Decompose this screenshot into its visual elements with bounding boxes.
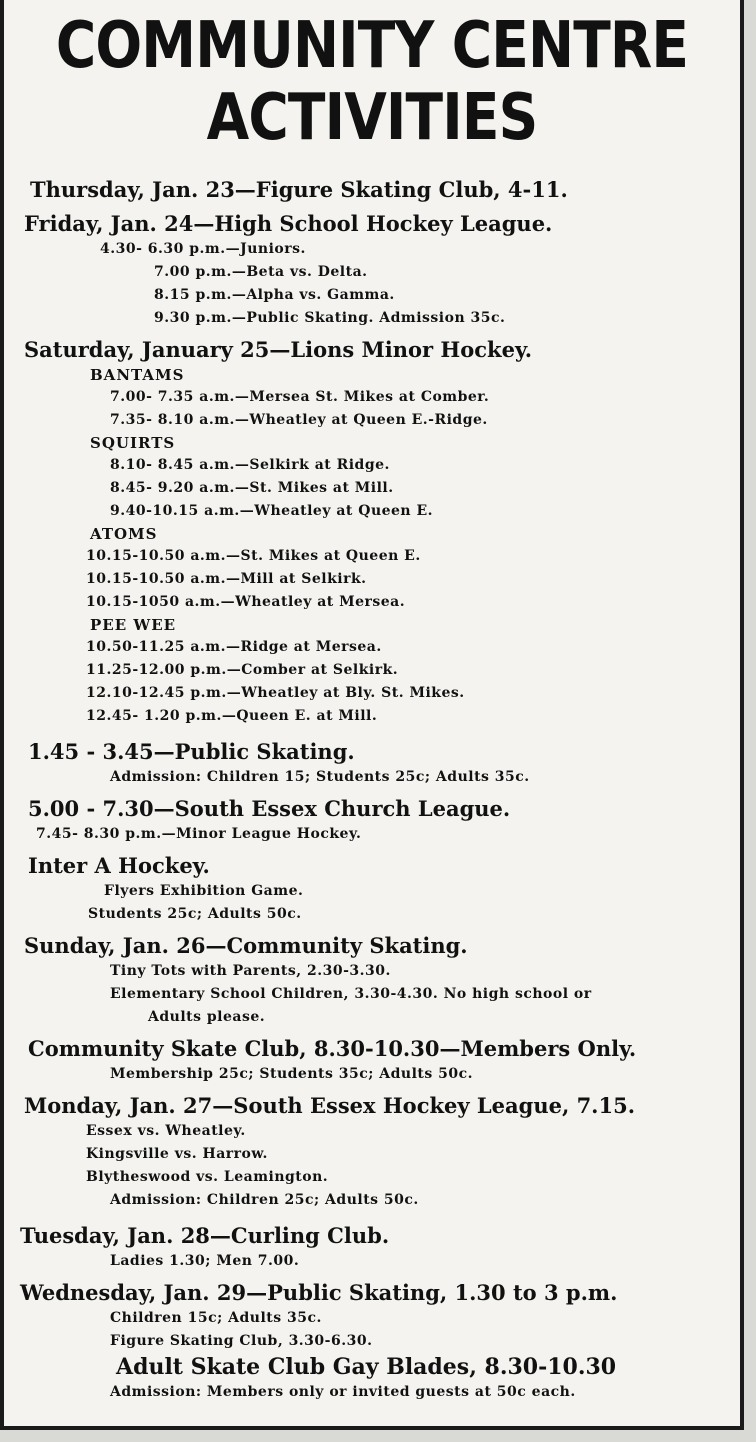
- monday-heading: Monday, Jan. 27—South Essex Hockey League, 7.15.: [24, 1093, 636, 1118]
- atoms-line: 10.15-10.50 a.m.—St. Mikes at Queen E.: [86, 548, 421, 564]
- wednesday-line: Children 15c; Adults 35c.: [110, 1310, 322, 1326]
- saturday-heading: Saturday, January 25—Lions Minor Hockey.: [24, 337, 533, 362]
- atoms-line: 10.15-10.50 a.m.—Mill at Selkirk.: [86, 571, 367, 587]
- monday-admission: Admission: Children 25c; Adults 50c.: [110, 1192, 419, 1208]
- peewee-line: 11.25-12.00 p.m.—Comber at Selkirk.: [86, 662, 399, 678]
- atoms-heading: ATOMS: [90, 525, 158, 543]
- sunday-line: Adults please.: [148, 1009, 266, 1025]
- page-title: [56, 10, 689, 154]
- skate-club-heading: Community Skate Club, 8.30-10.30—Members Only.: [28, 1036, 637, 1061]
- inter-a-section: [24, 852, 730, 926]
- public-skating-section: [24, 738, 730, 789]
- sunday-line: Tiny Tots with Parents, 2.30-3.30.: [110, 963, 391, 979]
- monday-line: Essex vs. Wheatley.: [86, 1123, 246, 1139]
- wednesday-heading: Wednesday, Jan. 29—Public Skating, 1.30 to 3 p.m.: [20, 1280, 618, 1305]
- church-league-heading: 5.00 - 7.30—South Essex Church League.: [28, 796, 511, 821]
- bantams-line: 7.35- 8.10 a.m.—Wheatley at Queen E.-Ridge.: [110, 412, 488, 428]
- thursday-heading: Thursday, Jan. 23—Figure Skating Club, 4-11.: [30, 177, 568, 202]
- sunday-section: [24, 932, 730, 1029]
- schedule-body: [4, 176, 740, 1404]
- monday-section: [24, 1092, 730, 1212]
- wednesday-section: [20, 1279, 730, 1404]
- squirts-line: 8.45- 9.20 a.m.—St. Mikes at Mill.: [110, 480, 394, 496]
- friday-line: 7.00 p.m.—Beta vs. Delta.: [154, 264, 368, 280]
- wednesday-admission: Admission: Members only or invited guests at 50c each.: [110, 1384, 576, 1400]
- tuesday-section: [20, 1222, 730, 1273]
- friday-line: 4.30- 6.30 p.m.—Juniors.: [100, 241, 306, 257]
- minor-league-line: 7.45- 8.30 p.m.—Minor League Hockey.: [36, 826, 362, 842]
- skate-club-section: [24, 1035, 730, 1086]
- public-skating-heading: 1.45 - 3.45—Public Skating.: [28, 739, 355, 764]
- atoms-line: 10.15-1050 a.m.—Wheatley at Mersea.: [86, 594, 406, 610]
- inter-a-line: Flyers Exhibition Game.: [104, 883, 304, 899]
- peewee-line: 12.45- 1.20 p.m.—Queen E. at Mill.: [86, 708, 378, 724]
- wednesday-line: Figure Skating Club, 3.30-6.30.: [110, 1333, 373, 1349]
- bantams-heading: BANTAMS: [90, 366, 185, 384]
- church-league-section: [24, 795, 730, 846]
- sunday-heading: Sunday, Jan. 26—Community Skating.: [24, 933, 468, 958]
- friday-line: 8.15 p.m.—Alpha vs. Gamma.: [154, 287, 395, 303]
- squirts-line: 9.40-10.15 a.m.—Wheatley at Queen E.: [110, 503, 434, 519]
- monday-line: Kingsville vs. Harrow.: [86, 1146, 268, 1162]
- monday-line: Blytheswood vs. Leamington.: [86, 1169, 329, 1185]
- peewee-heading: PEE WEE: [90, 616, 177, 634]
- title-line-2: ACTIVITIES: [206, 81, 538, 155]
- gay-blades-heading: Adult Skate Club Gay Blades, 8.30-10.30: [116, 1354, 617, 1380]
- friday-line: 9.30 p.m.—Public Skating. Admission 35c.: [154, 310, 506, 326]
- squirts-line: 8.10- 8.45 a.m.—Selkirk at Ridge.: [110, 457, 390, 473]
- squirts-heading: SQUIRTS: [90, 434, 176, 452]
- peewee-line: 12.10-12.45 p.m.—Wheatley at Bly. St. Mikes.: [86, 685, 465, 701]
- friday-section: [24, 210, 730, 330]
- tuesday-heading: Tuesday, Jan. 28—Curling Club.: [20, 1223, 390, 1248]
- saturday-section: [24, 336, 730, 728]
- friday-heading: Friday, Jan. 24—High School Hockey League.: [24, 211, 553, 236]
- peewee-line: 10.50-11.25 a.m.—Ridge at Mersea.: [86, 639, 382, 655]
- inter-a-line: Students 25c; Adults 50c.: [88, 906, 302, 922]
- inter-a-heading: Inter A Hockey.: [28, 853, 210, 878]
- sunday-line: Elementary School Children, 3.30-4.30. No high school or: [110, 986, 592, 1002]
- title-line-1: COMMUNITY CENTRE: [55, 9, 689, 83]
- skate-club-line: Membership 25c; Students 35c; Adults 50c.: [110, 1066, 474, 1082]
- public-skating-admission: Admission: Children 15; Students 25c; Adults 35c.: [110, 769, 530, 785]
- bantams-line: 7.00- 7.35 a.m.—Mersea St. Mikes at Comber.: [110, 389, 490, 405]
- tuesday-line: Ladies 1.30; Men 7.00.: [110, 1253, 300, 1269]
